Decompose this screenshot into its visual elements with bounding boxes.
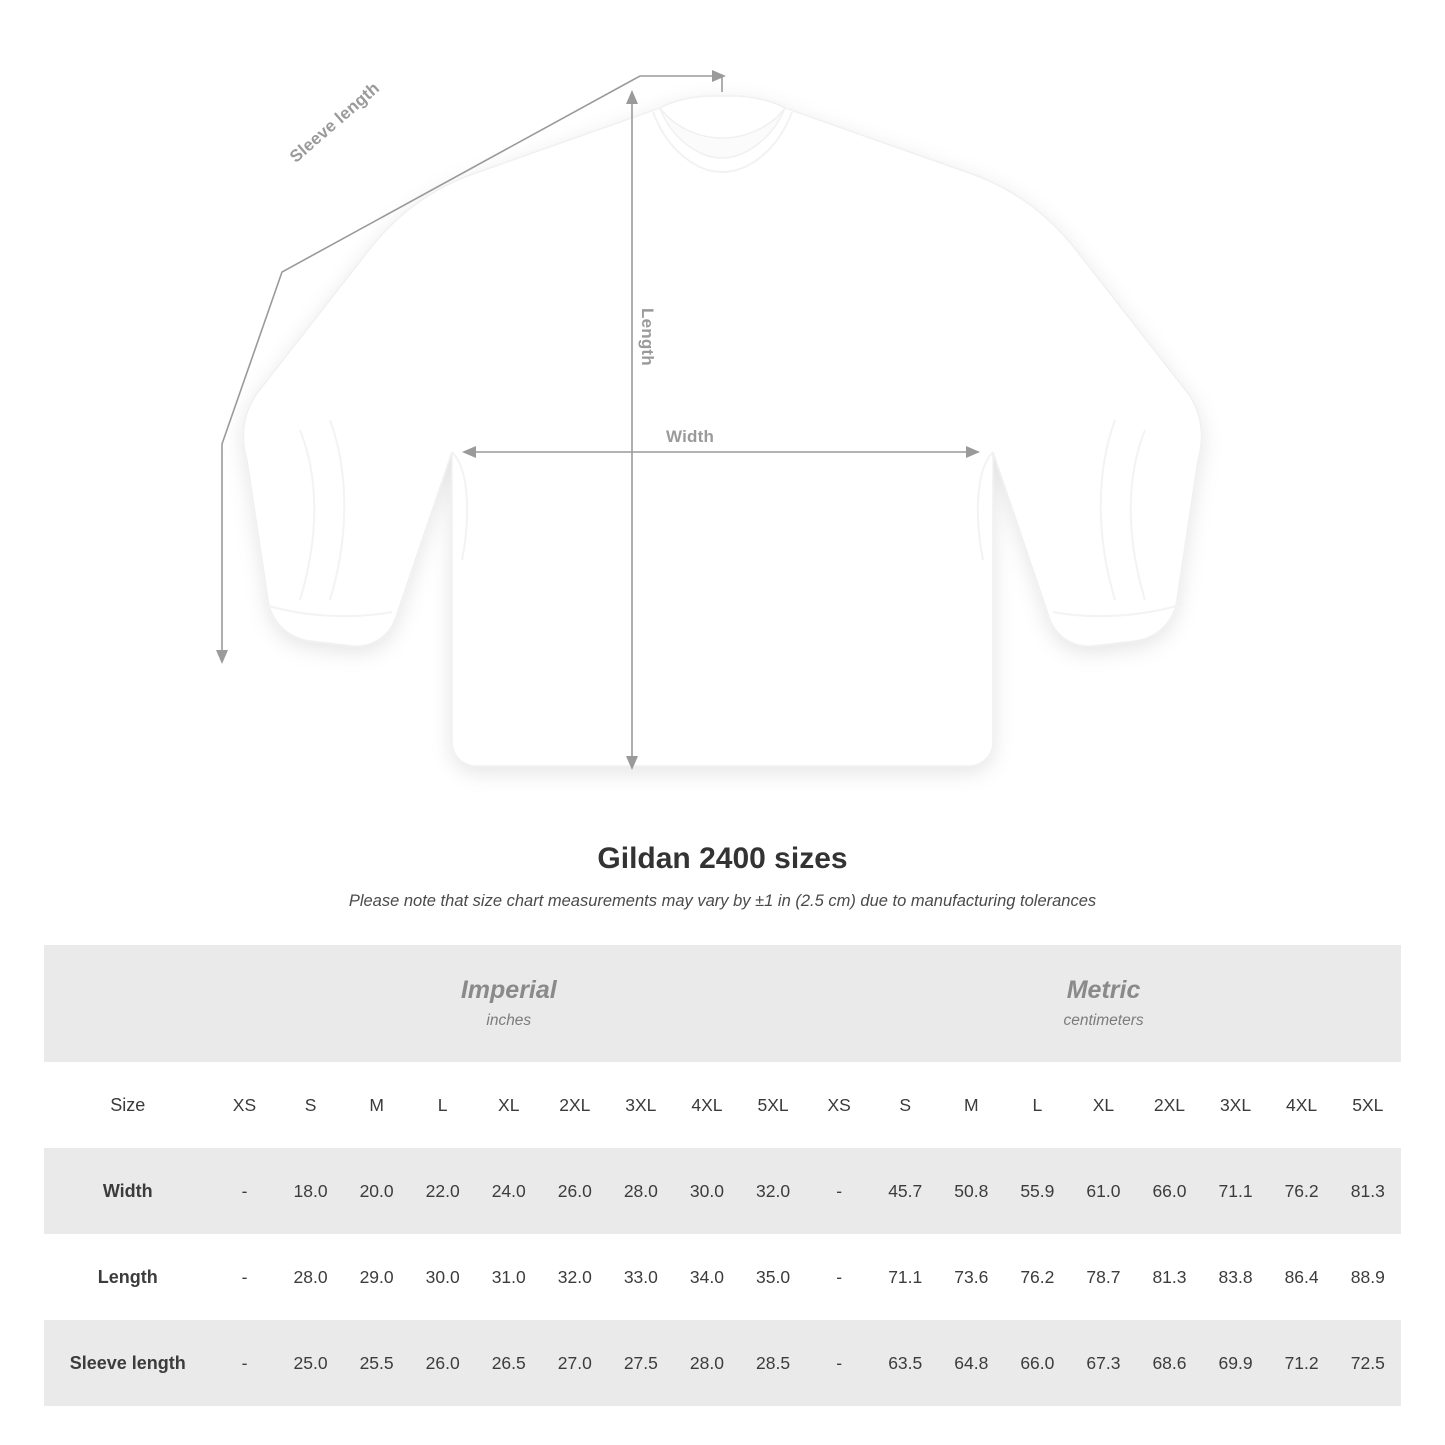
row-label-length: Length xyxy=(44,1234,211,1320)
cell-width-imperial-5xl: 32.0 xyxy=(740,1148,806,1234)
cell-sleeve-metric-l: 66.0 xyxy=(1004,1320,1070,1406)
cell-length-imperial-4xl: 34.0 xyxy=(674,1234,740,1320)
size-col-metric-5xl: 5XL xyxy=(1335,1062,1401,1148)
size-col-metric-xs: XS xyxy=(806,1062,872,1148)
imperial-unit-cell xyxy=(211,945,806,1062)
size-col-imperial-4xl: 4XL xyxy=(674,1062,740,1148)
size-header-row xyxy=(44,1062,1401,1148)
cell-sleeve-imperial-xs: - xyxy=(211,1320,277,1406)
size-col-metric-4xl: 4XL xyxy=(1269,1062,1335,1148)
cell-sleeve-imperial-s: 25.0 xyxy=(278,1320,344,1406)
cell-width-metric-2xl: 66.0 xyxy=(1136,1148,1202,1234)
cell-length-metric-s: 71.1 xyxy=(872,1234,938,1320)
cell-width-imperial-xl: 24.0 xyxy=(476,1148,542,1234)
cell-sleeve-metric-4xl: 71.2 xyxy=(1269,1320,1335,1406)
cell-length-metric-xs: - xyxy=(806,1234,872,1320)
cell-sleeve-imperial-m: 25.5 xyxy=(344,1320,410,1406)
cell-length-metric-5xl: 88.9 xyxy=(1335,1234,1401,1320)
unit-header-row xyxy=(44,945,1401,1062)
unit-spacer-cell xyxy=(44,945,211,1062)
cell-sleeve-metric-xs: - xyxy=(806,1320,872,1406)
cell-length-imperial-2xl: 32.0 xyxy=(542,1234,608,1320)
metric-unit-cell xyxy=(806,945,1401,1062)
size-table xyxy=(44,945,1401,1406)
cell-sleeve-metric-3xl: 69.9 xyxy=(1203,1320,1269,1406)
tolerance-note: Please note that size chart measurements may vary by ±1 in (2.5 cm) due to manufacturing tolerances xyxy=(348,892,1097,910)
table-row xyxy=(44,1148,1401,1234)
size-table-wrap xyxy=(44,945,1401,1406)
cell-width-metric-xs: - xyxy=(806,1148,872,1234)
row-label-sleeve-length: Sleeve length xyxy=(44,1320,211,1406)
size-header-label: Size xyxy=(44,1062,211,1148)
cell-sleeve-metric-5xl: 72.5 xyxy=(1335,1320,1401,1406)
size-col-metric-2xl: 2XL xyxy=(1136,1062,1202,1148)
cell-length-imperial-l: 30.0 xyxy=(410,1234,476,1320)
size-col-imperial-xl: XL xyxy=(476,1062,542,1148)
metric-unit-name: Metric xyxy=(1066,976,1141,1005)
size-col-imperial-xs: XS xyxy=(211,1062,277,1148)
cell-width-metric-l: 55.9 xyxy=(1004,1148,1070,1234)
size-col-imperial-2xl: 2XL xyxy=(542,1062,608,1148)
cell-sleeve-imperial-5xl: 28.5 xyxy=(740,1320,806,1406)
metric-unit-sub: centimeters xyxy=(1063,1011,1144,1029)
cell-width-imperial-m: 20.0 xyxy=(344,1148,410,1234)
cell-width-imperial-4xl: 30.0 xyxy=(674,1148,740,1234)
page-title: Gildan 2400 sizes xyxy=(597,842,848,875)
cell-width-metric-3xl: 71.1 xyxy=(1203,1148,1269,1234)
width-label: Width xyxy=(666,427,715,446)
size-col-imperial-l: L xyxy=(410,1062,476,1148)
cell-sleeve-imperial-l: 26.0 xyxy=(410,1320,476,1406)
cell-width-metric-5xl: 81.3 xyxy=(1335,1148,1401,1234)
cell-length-metric-l: 76.2 xyxy=(1004,1234,1070,1320)
cell-sleeve-imperial-xl: 26.5 xyxy=(476,1320,542,1406)
cell-width-imperial-3xl: 28.0 xyxy=(608,1148,674,1234)
table-row xyxy=(44,1320,1401,1406)
size-col-imperial-m: M xyxy=(344,1062,410,1148)
cell-length-imperial-xl: 31.0 xyxy=(476,1234,542,1320)
cell-width-metric-4xl: 76.2 xyxy=(1269,1148,1335,1234)
title-block xyxy=(0,842,1445,911)
length-label: Length xyxy=(638,308,657,366)
cell-length-imperial-3xl: 33.0 xyxy=(608,1234,674,1320)
imperial-unit-sub: inches xyxy=(486,1011,532,1029)
table-row xyxy=(44,1234,1401,1320)
size-col-metric-m: M xyxy=(938,1062,1004,1148)
cell-width-imperial-l: 22.0 xyxy=(410,1148,476,1234)
size-col-imperial-s: S xyxy=(278,1062,344,1148)
cell-width-metric-m: 50.8 xyxy=(938,1148,1004,1234)
size-col-metric-3xl: 3XL xyxy=(1203,1062,1269,1148)
cell-sleeve-metric-s: 63.5 xyxy=(872,1320,938,1406)
cell-width-metric-xl: 61.0 xyxy=(1070,1148,1136,1234)
cell-width-imperial-xs: - xyxy=(211,1148,277,1234)
cell-length-metric-xl: 78.7 xyxy=(1070,1234,1136,1320)
row-label-width: Width xyxy=(44,1148,211,1234)
cell-length-imperial-m: 29.0 xyxy=(344,1234,410,1320)
cell-length-metric-m: 73.6 xyxy=(938,1234,1004,1320)
cell-length-imperial-5xl: 35.0 xyxy=(740,1234,806,1320)
cell-length-metric-2xl: 81.3 xyxy=(1136,1234,1202,1320)
sleeve-length-label: Sleeve length xyxy=(286,78,384,167)
shirt-shape xyxy=(243,96,1201,766)
cell-width-metric-s: 45.7 xyxy=(872,1148,938,1234)
cell-sleeve-metric-xl: 67.3 xyxy=(1070,1320,1136,1406)
cell-length-metric-4xl: 86.4 xyxy=(1269,1234,1335,1320)
cell-length-metric-3xl: 83.8 xyxy=(1203,1234,1269,1320)
cell-sleeve-metric-2xl: 68.6 xyxy=(1136,1320,1202,1406)
cell-sleeve-imperial-4xl: 28.0 xyxy=(674,1320,740,1406)
cell-sleeve-imperial-2xl: 27.0 xyxy=(542,1320,608,1406)
cell-width-imperial-s: 18.0 xyxy=(278,1148,344,1234)
size-col-metric-s: S xyxy=(872,1062,938,1148)
cell-width-imperial-2xl: 26.0 xyxy=(542,1148,608,1234)
size-col-imperial-5xl: 5XL xyxy=(740,1062,806,1148)
size-col-imperial-3xl: 3XL xyxy=(608,1062,674,1148)
cell-length-imperial-s: 28.0 xyxy=(278,1234,344,1320)
cell-sleeve-imperial-3xl: 27.5 xyxy=(608,1320,674,1406)
size-col-metric-l: L xyxy=(1004,1062,1070,1148)
imperial-unit-name: Imperial xyxy=(460,976,557,1005)
cell-sleeve-metric-m: 64.8 xyxy=(938,1320,1004,1406)
cell-length-imperial-xs: - xyxy=(211,1234,277,1320)
size-col-metric-xl: XL xyxy=(1070,1062,1136,1148)
